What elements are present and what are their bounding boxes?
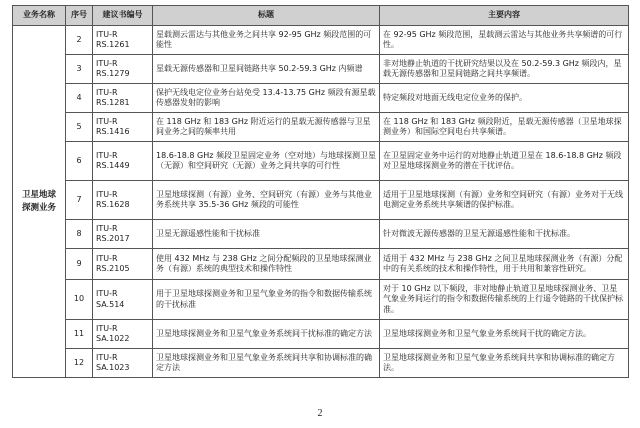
- table-row: [13, 320, 629, 349]
- service-name-cell: 卫星地球 探测业务: [13, 26, 66, 378]
- content-cell: 针对微波无源传感器的卫星无源遥感性能和干扰标准。: [380, 220, 629, 249]
- code-number: RS.1261: [96, 40, 130, 49]
- code-number: RS.1449: [96, 161, 130, 170]
- table-row: [13, 220, 629, 249]
- code-prefix: ITU-R: [96, 116, 118, 126]
- code-prefix: ITU-R: [96, 323, 118, 333]
- header-title: 标题: [153, 6, 380, 26]
- title-cell: 保护无线电定位业务台站免受 13.4-13.75 GHz 频段有源星载传感器发射的影响: [153, 84, 380, 113]
- seq-cell: 9: [66, 249, 93, 280]
- seq-cell: 11: [66, 320, 93, 349]
- table-row: [13, 84, 629, 113]
- table-row: [13, 113, 629, 142]
- code-number: RS.1281: [96, 98, 130, 107]
- seq-cell: 7: [66, 181, 93, 220]
- content-cell: 卫星地球探测业务和卫星气象业务系统间共享和协调标准的确定方法。: [380, 349, 629, 378]
- header-seq: 序号: [66, 6, 93, 26]
- title-cell: 18.6-18.8 GHz 频段卫星固定业务（空对地）与地球探测卫星（无源）和空间研究（无源）业务之间共享的可行性: [153, 142, 380, 181]
- code-number: RS.2017: [96, 234, 130, 243]
- title-cell: 卫星地球探测（有源）业务、空间研究（有源）业务与其他业务系统共享 35.5-36 GHz 频段的可能性: [153, 181, 380, 220]
- seq-cell: 5: [66, 113, 93, 142]
- code-prefix: ITU-R: [96, 289, 118, 299]
- code-number: RS.1416: [96, 127, 130, 136]
- seq-cell: 3: [66, 55, 93, 84]
- seq-cell: 4: [66, 84, 93, 113]
- code-number: SA.1022: [96, 334, 130, 343]
- content-cell: 卫星地球探测业务和卫星气象业务系统间干扰的确定方法。: [380, 320, 629, 349]
- code-prefix: ITU-R: [96, 223, 118, 233]
- header-content: 主要内容: [380, 6, 629, 26]
- table-row: [13, 181, 629, 220]
- title-cell: 卫星地球探测业务和卫星气象业务系统间干扰标准的确定方法: [153, 320, 380, 349]
- code-cell: [93, 26, 153, 55]
- table-row: [13, 26, 629, 55]
- content-cell: 对于 10 GHz 以下频段，非对地静止轨道卫星地球探测业务、卫星气象业务间运行的指令和数据传输系统的上行遥令链路的干扰保护标准。: [380, 280, 629, 320]
- title-cell: 星载无源传感器和卫星间链路共享 50.2-59.3 GHz 内频谱: [153, 55, 380, 84]
- code-prefix: ITU-R: [96, 150, 118, 160]
- code-number: SA.1023: [96, 363, 130, 372]
- code-cell: [93, 220, 153, 249]
- table-row: [13, 142, 629, 181]
- seq-cell: 10: [66, 280, 93, 320]
- code-number: RS.1279: [96, 69, 130, 78]
- code-cell: [93, 142, 153, 181]
- code-cell: [93, 320, 153, 349]
- code-cell: [93, 349, 153, 378]
- title-cell: 卫星地球探测业务和卫星气象业务系统间共享和协调标准的确定方法: [153, 349, 380, 378]
- table-header-row: [13, 6, 629, 26]
- code-cell: [93, 280, 153, 320]
- title-cell: 星载测云雷达与其他业务之间共享 92-95 GHz 频段范围的可能性: [153, 26, 380, 55]
- content-cell: 适用于 432 MHz 与 238 GHz 之间卫星地球探测业务（有源）分配中的有关系统的技术和操作特性，用于共用和兼容性研究。: [380, 249, 629, 280]
- seq-cell: 8: [66, 220, 93, 249]
- content-cell: 在卫星固定业务中运行的对地静止轨道卫星在 18.6-18.8 GHz 频段对卫星地球探测业务的潜在干扰评估。: [380, 142, 629, 181]
- code-prefix: ITU-R: [96, 87, 118, 97]
- title-cell: 用于卫星地球探测业务和卫星气象业务的指令和数据传输系统的干扰标准: [153, 280, 380, 320]
- code-prefix: ITU-R: [96, 253, 118, 263]
- content-cell: 在 92-95 GHz 频段范围，星载测云雷达与其他业务共享频谱的可行性。: [380, 26, 629, 55]
- code-prefix: ITU-R: [96, 29, 118, 39]
- code-cell: [93, 55, 153, 84]
- header-service: 业务名称: [13, 6, 66, 26]
- code-number: RS.1628: [96, 200, 130, 209]
- table-row: [13, 249, 629, 280]
- code-cell: [93, 113, 153, 142]
- code-cell: [93, 249, 153, 280]
- code-number: SA.514: [96, 299, 125, 309]
- code-prefix: ITU-R: [96, 58, 118, 68]
- seq-cell: 6: [66, 142, 93, 181]
- code-cell: [93, 84, 153, 113]
- title-cell: 卫星无源遥感性能和干扰标准: [153, 220, 380, 249]
- content-cell: 在 118 GHz 和 183 GHz 频段附近，星载无源传感器（卫星地球探测业务）和国际空间电台共享频谱。: [380, 113, 629, 142]
- title-cell: 在 118 GHz 和 183 GHz 附近运行的星载无源传感器与卫星间业务之间的频率共用: [153, 113, 380, 142]
- code-prefix: ITU-R: [96, 352, 118, 362]
- content-cell: 适用于卫星地球探测（有源）业务和空间研究（有源）业务对于无线电测定业务系统共享频谱的保护标准。: [380, 181, 629, 220]
- table-row: [13, 349, 629, 378]
- table-row: [13, 280, 629, 320]
- page-number: 2: [317, 408, 323, 419]
- seq-cell: 12: [66, 349, 93, 378]
- code-number: RS.2105: [96, 264, 130, 273]
- code-cell: [93, 181, 153, 220]
- title-cell: 使用 432 MHz 与 238 GHz 之间分配频段的卫星地球探测业务（有源）系统的典型技术和操作特性: [153, 249, 380, 280]
- seq-cell: 2: [66, 26, 93, 55]
- code-prefix: ITU-R: [96, 189, 118, 199]
- content-cell: 非对地静止轨道的干扰研究结果以及在 50.2-59.3 GHz 频段内，星载无源传感器和卫星间链路之间共享频谱。: [380, 55, 629, 84]
- recommendations-table: [12, 5, 629, 378]
- content-cell: 特定频段对地面无线电定位业务的保护。: [380, 84, 629, 113]
- table-row: [13, 55, 629, 84]
- header-code: 建议书编号: [93, 6, 153, 26]
